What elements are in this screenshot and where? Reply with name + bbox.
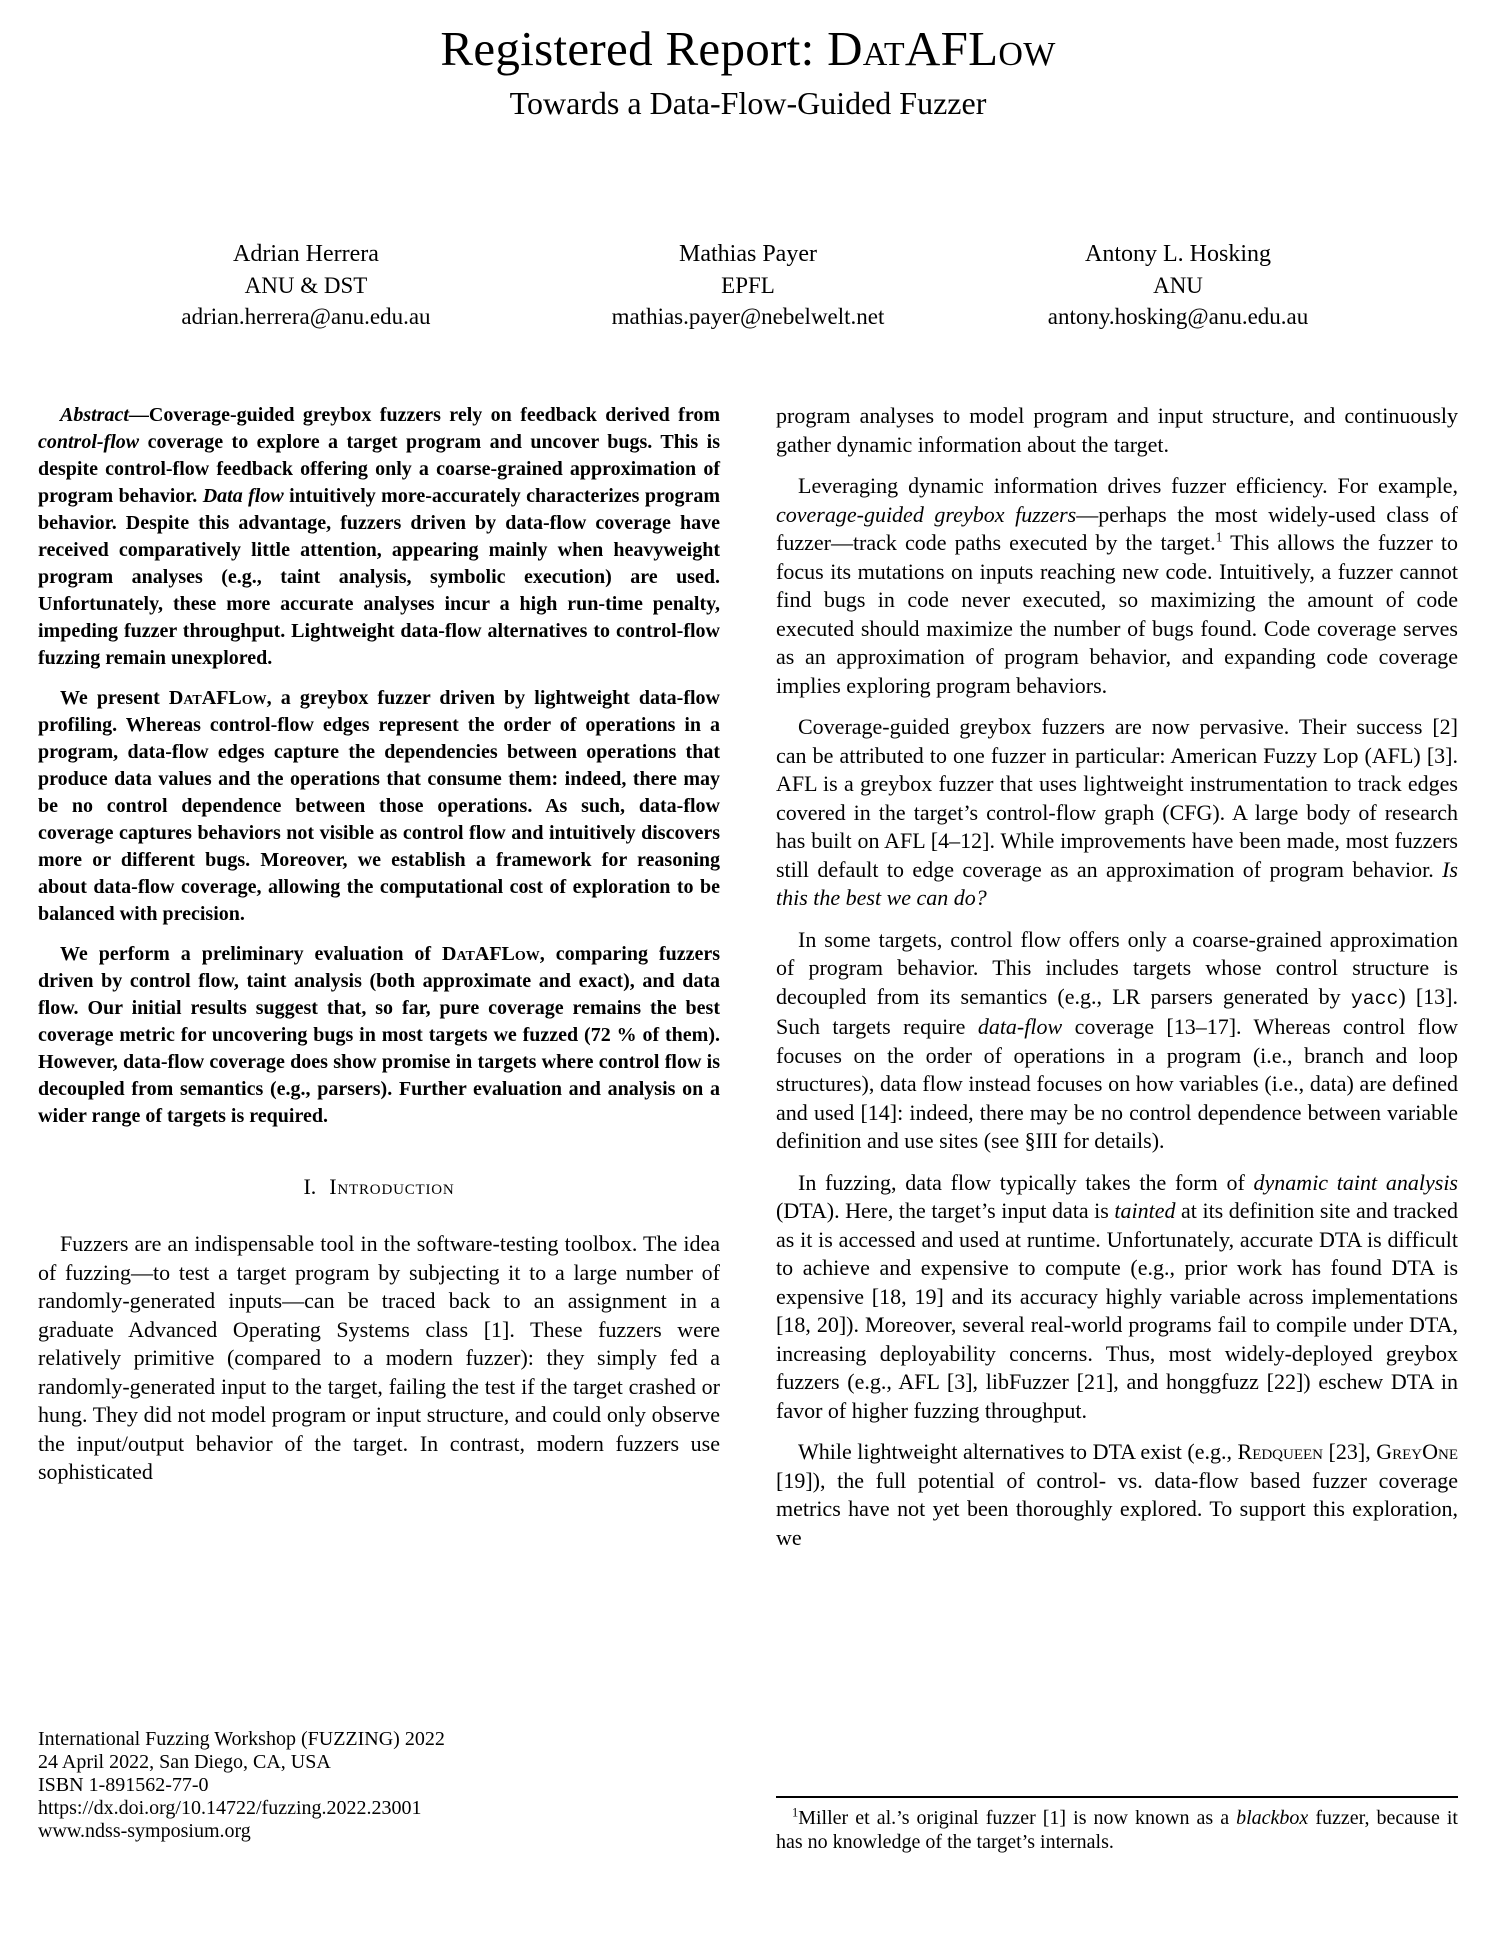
- body-paragraph: In some targets, control flow offers only a coarse-grained approximation of program behavior. This includes targets whose control structure is decoupled from its semantics (e.g., LR parsers generated by yacc) [13]. Such targets require data-flow coverage [13–17]. Whereas control flow focuses on the order of operations in a program (i.e., branch and loop structures), data flow instead focuses on how variables (i.e., data) are defined and used [14]: indeed, there may be no control dependence between variable definition and use sites (see §III for details).: [776, 926, 1459, 1153]
- right-column: [776, 402, 1458, 1565]
- footer-line-isbn: ISBN 1-891562-77-0: [38, 1774, 209, 1796]
- section-heading: [38, 1174, 720, 1200]
- author-block: [968, 239, 1388, 332]
- footer-line-workshop: International Fuzzing Workshop (FUZZING) 2022: [38, 1728, 445, 1750]
- body-paragraph: program analyses to model program and input structure, and continuously gather dynamic information about the target.: [776, 403, 1458, 457]
- footer-line-date-location: 24 April 2022, San Diego, CA, USA: [38, 1751, 331, 1773]
- abstract-paragraph: We present DatAFLow, a greybox fuzzer driven by lightweight data-flow profiling. Whereas control-flow edges represent the order of operations in a program, data-flow edges capture the dependencies between operations that produce data values and the operations that consume them: indeed, there may be no control dependence between those operations. As such, data-flow coverage captures behaviors not visible as control flow and intuitively discovers more or different bugs. Moreover, we establish a framework for reasoning about data-flow coverage, allowing the computational cost of exploration to be balanced with precision.: [38, 687, 721, 925]
- author-email: adrian.herrera@anu.edu.au: [181, 304, 431, 329]
- conference-footer: [38, 1728, 720, 1843]
- author-affiliation: ANU & DST: [244, 273, 368, 298]
- author-name: Antony L. Hosking: [1085, 241, 1271, 267]
- section-title: Introduction: [329, 1174, 455, 1199]
- author-name: Mathias Payer: [679, 241, 817, 267]
- body-paragraph: Coverage-guided greybox fuzzers are now pervasive. Their success [2] can be attributed to one fuzzer in particular: American Fuzzy Lop (AFL) [3]. AFL is a greybox fuzzer that uses lightweight instrumentation to track edges covered in the target’s control-flow graph (CFG). A large body of research has built on AFL [4–12]. While improvements have been made, most fuzzers still default to edge coverage as an approximation of program behavior. Is this the best we can do?: [776, 714, 1458, 910]
- left-column: [38, 402, 720, 1500]
- author-block: [96, 239, 516, 332]
- section-number: I.: [303, 1174, 317, 1199]
- body-paragraph: While lightweight alternatives to DTA exist (e.g., Redqueen [23], GreyOne [19]), the full potential of control- vs. data-flow based fuzzer coverage metrics have not yet been thoroughly explored. To support this exploration, we: [776, 1439, 1458, 1550]
- abstract-paragraph: We perform a preliminary evaluation of DatAFLow, comparing fuzzers driven by control flow, taint analysis (both approximate and exact), and data flow. Our initial results suggest that, so far, pure coverage remains the best coverage metric for uncovering bugs in most targets we fuzzed (72 % of them). However, data-flow coverage does show promise in targets where control flow is decoupled from semantics (e.g., parsers). Further evaluation and analysis on a wider range of targets is required.: [38, 943, 720, 1127]
- body-paragraph: Leveraging dynamic information drives fuzzer efficiency. For example, coverage-guided greybox fuzzers—perhaps the most widely-used class of fuzzer—track code paths executed by the target.$^1$ This allows the fuzzer to focus its mutations on inputs reaching new code. Intuitively, a fuzzer cannot find bugs in code never executed, so maximizing the amount of code executed should maximize the number of bugs found. Code coverage serves as an approximation of program behavior, and expanding code coverage implies exploring program behaviors.: [776, 473, 1458, 698]
- body-paragraph: In fuzzing, data flow typically takes the form of dynamic taint analysis (DTA). Here, the target’s input data is tainted at its definition site and tracked as it is accessed and used at runtime. Unfortunately, accurate DTA is difficult to achieve and expensive to compute (e.g., prior work has found DTA is expensive [18, 19] and its accuracy highly variable across implementations [18, 20]). Moreover, several real-world programs fail to compile under DTA, increasing deployability concerns. Thus, most widely-deployed greybox fuzzers (e.g., AFL [3], libFuzzer [21], and honggfuzz [22]) eschew DTA in favor of higher fuzzing throughput.: [776, 1169, 1458, 1423]
- footnote-text: $^1$Miller et al.’s original fuzzer [1] is now known as a blackbox fuzzer, because it has no knowledge of the target’s internals.: [776, 1805, 1458, 1853]
- intro-paragraph: Fuzzers are an indispensable tool in the software-testing toolbox. The idea of fuzzing—to test a target program by subjecting it to a large number of randomly-generated inputs—can be traced back to an assignment in a graduate Advanced Operating Systems class [1]. These fuzzers were relatively primitive (compared to a modern fuzzer): they simply fed a randomly-generated input to the target, failing the test if the target crashed or hung. They did not model program or input structure, and could only observe the input/output behavior of the target. In contrast, modern fuzzers use sophisticated: [38, 1231, 720, 1484]
- author-affiliation: ANU: [1153, 273, 1203, 298]
- paper-title: [0, 20, 1496, 77]
- footer-line-doi: https://dx.doi.org/10.14722/fuzzing.2022.23001: [38, 1797, 422, 1819]
- author-email: antony.hosking@anu.edu.au: [1047, 304, 1309, 329]
- footnote-rule: [776, 1796, 1458, 1798]
- author-block: [538, 239, 958, 332]
- paper-subtitle: Towards a Data-Flow-Guided Fuzzer: [509, 85, 987, 121]
- footnote: [776, 1796, 1458, 1854]
- abstract-paragraph: Abstract—Coverage-guided greybox fuzzers rely on feedback derived from control-flow coverage to explore a target program and uncover bugs. This is despite control-flow feedback offering only a coarse-grained approximation of program behavior. Data flow intuitively more-accurately characterizes program behavior. Despite this advantage, fuzzers driven by data-flow coverage have received comparatively little attention, appearing mainly when heavyweight program analyses (e.g., taint analysis, symbolic execution) are used. Unfortunately, these more accurate analyses incur a high run-time penalty, impeding fuzzer throughput. Lightweight data-flow alternatives to control-flow fuzzing remain unexplored.: [38, 404, 720, 669]
- author-affiliation: EPFL: [721, 273, 775, 298]
- footer-line-website: www.ndss-symposium.org: [38, 1820, 251, 1842]
- author-email: mathias.payer@nebelwelt.net: [611, 304, 885, 329]
- title-prefix: Registered Report:: [440, 21, 828, 76]
- title-system-name: DatAFLow: [827, 21, 1056, 76]
- author-name: Adrian Herrera: [233, 241, 379, 267]
